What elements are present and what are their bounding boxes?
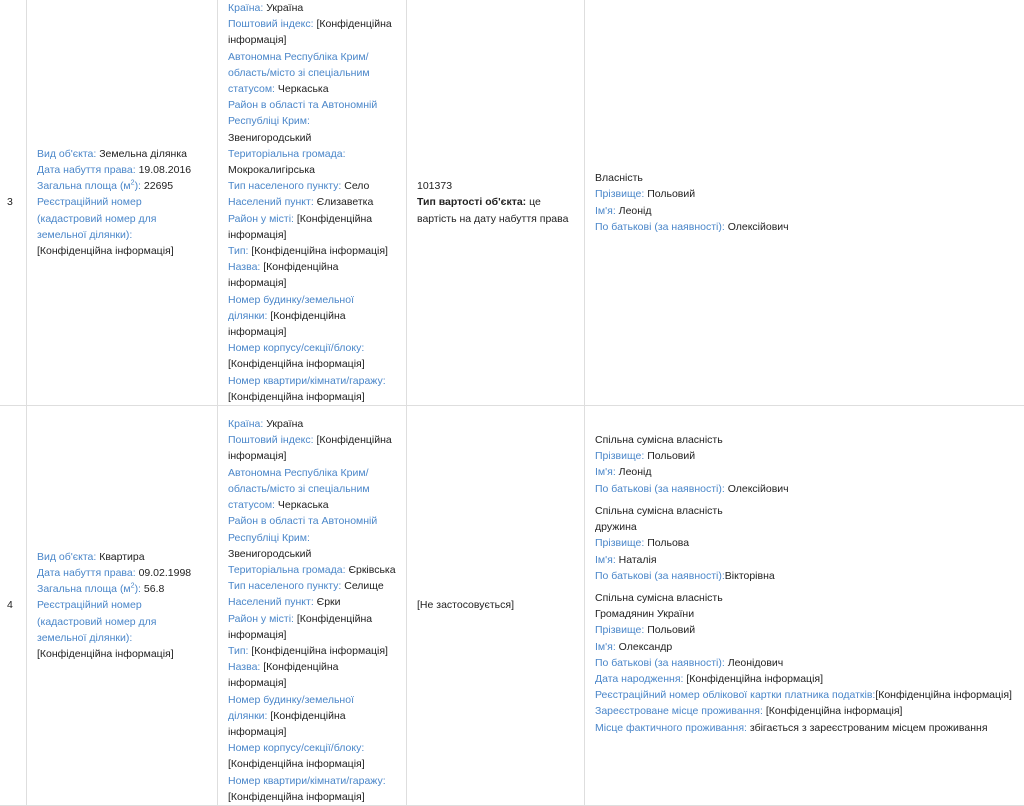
first-name-value: Леонід	[619, 205, 652, 217]
postal-value: [Конфіденційна інформація]	[228, 18, 392, 46]
value-type-label: Тип вартості об'єкта:	[417, 196, 526, 208]
house-value: [Конфіденційна інформація]	[228, 710, 346, 738]
patronymic-label: По батькові (за наявності):	[595, 657, 725, 669]
owner-block	[595, 503, 1014, 584]
city-district-value: [Конфіденційна інформація]	[228, 613, 372, 641]
first-name-value: Леонід	[619, 466, 652, 478]
settlement-type-label: Тип населеного пункту:	[228, 180, 341, 192]
region-label: Автономна Республіка Крим/ область/місто зі спеціальним статусом:	[228, 467, 370, 511]
surname-value: Польовий	[647, 450, 695, 462]
tax-number-label: Реєстраційний номер облікової картки платника податків:	[595, 689, 875, 701]
ownership-kind: Власність	[595, 170, 1014, 186]
district-label: Район в області та Автономній Республіці Крим:	[228, 515, 377, 543]
owner-cell	[585, 406, 1024, 806]
birth-date-label: Дата народження:	[595, 673, 683, 685]
settlement-label: Населений пункт:	[228, 196, 314, 208]
cadastral-label: Реєстраційний номер (кадастровий номер для земельної ділянки):	[37, 196, 156, 240]
patronymic-value: Леонідович	[728, 657, 784, 669]
settlement-type-label: Тип населеного пункту:	[228, 580, 341, 592]
city-district-label: Район у місті:	[228, 213, 294, 225]
country-label: Країна:	[228, 2, 263, 14]
house-label: Номер будинку/земельної ділянки:	[228, 294, 354, 322]
patronymic-value: Олексійович	[728, 221, 789, 233]
actual-residence-value: збігається з зареєстрованим місцем проживання	[750, 722, 988, 734]
acquired-value: 19.08.2016	[139, 164, 192, 176]
settlement-value: Єлизаветка	[317, 196, 374, 208]
patronymic-value: Вікторівна	[725, 570, 775, 582]
name-label: Назва:	[228, 261, 260, 273]
first-name-label: Ім'я:	[595, 466, 616, 478]
acquired-label: Дата набуття права:	[37, 567, 136, 579]
value-amount: [Не застосовується]	[417, 597, 574, 613]
cadastral-label: Реєстраційний номер (кадастровий номер для земельної ділянки):	[37, 599, 156, 643]
city-district-label: Район у місті:	[228, 613, 294, 625]
birth-date-value: [Конфіденційна інформація]	[686, 673, 823, 685]
object-type-value: Квартира	[99, 551, 144, 563]
object-info-cell	[27, 406, 218, 806]
first-name-label: Ім'я:	[595, 554, 616, 566]
country-label: Країна:	[228, 418, 263, 430]
cadastral-value: [Конфіденційна інформація]	[37, 245, 174, 257]
type-label: Тип:	[228, 245, 248, 257]
region-value: Черкаська	[278, 499, 329, 511]
building-label: Номер корпусу/секції/блоку:	[228, 742, 364, 754]
postal-label: Поштовий індекс:	[228, 18, 314, 30]
building-label: Номер корпусу/секції/блоку:	[228, 342, 364, 354]
area-value: 56.8	[144, 583, 164, 595]
patronymic-label: По батькові (за наявності):	[595, 483, 725, 495]
house-label: Номер будинку/земельної ділянки:	[228, 694, 354, 722]
name-label: Назва:	[228, 661, 260, 673]
owner-relation: Громадянин України	[595, 606, 1014, 622]
settlement-label: Населений пункт:	[228, 596, 314, 608]
object-info-cell	[27, 0, 218, 406]
object-type-value: Земельна ділянка	[99, 148, 187, 160]
registered-residence-value: [Конфіденційна інформація]	[766, 705, 903, 717]
value-amount: 101373	[417, 178, 574, 194]
patronymic-value: Олексійович	[728, 483, 789, 495]
area-label: Загальна площа $(м^2)$:	[37, 583, 141, 595]
owner-relation: дружина	[595, 519, 1014, 535]
tax-number-value: [Конфіденційна інформація]	[875, 689, 1012, 701]
first-name-value: Олександр	[619, 641, 673, 653]
name-value: [Конфіденційна інформація]	[228, 661, 339, 689]
value-cell	[407, 406, 585, 806]
postal-value: [Конфіденційна інформація]	[228, 434, 392, 462]
community-value: Єрківська	[348, 564, 395, 576]
object-type-label: Вид об'єкта:	[37, 551, 96, 563]
community-label: Територіальна громада:	[228, 148, 346, 160]
owner-block	[595, 432, 1014, 497]
building-value: [Конфіденційна інформація]	[228, 358, 365, 370]
community-value: Мокрокалигірська	[228, 164, 315, 176]
region-label: Автономна Республіка Крим/ область/місто зі спеціальним статусом:	[228, 51, 370, 95]
settlement-type-value: Селище	[344, 580, 383, 592]
apartment-label: Номер квартири/кімнати/гаражу:	[228, 375, 386, 387]
region-value: Черкаська	[278, 83, 329, 95]
ownership-kind: Спільна сумісна власність	[595, 590, 1014, 606]
type-label: Тип:	[228, 645, 248, 657]
acquired-label: Дата набуття права:	[37, 164, 136, 176]
building-value: [Конфіденційна інформація]	[228, 758, 365, 770]
address-cell	[218, 406, 407, 806]
object-type-label: Вид об'єкта:	[37, 148, 96, 160]
address-cell	[218, 0, 407, 406]
acquired-value: 09.02.1998	[139, 567, 192, 579]
first-name-label: Ім'я:	[595, 205, 616, 217]
row-number: 4	[0, 406, 27, 806]
cadastral-value: [Конфіденційна інформація]	[37, 648, 174, 660]
city-district-value: [Конфіденційна інформація]	[228, 213, 372, 241]
table-row	[0, 406, 1024, 806]
country-value: Україна	[266, 418, 303, 430]
registered-residence-label: Зареєстроване місце проживання:	[595, 705, 763, 717]
settlement-type-value: Село	[344, 180, 369, 192]
surname-value: Польовий	[647, 188, 695, 200]
actual-residence-label: Місце фактичного проживання:	[595, 722, 747, 734]
postal-label: Поштовий індекс:	[228, 434, 314, 446]
owner-cell	[585, 0, 1024, 406]
surname-label: Прізвище:	[595, 537, 644, 549]
name-value: [Конфіденційна інформація]	[228, 261, 339, 289]
patronymic-label: По батькові (за наявності):	[595, 221, 725, 233]
surname-value: Польова	[647, 537, 689, 549]
type-value: [Конфіденційна інформація]	[251, 645, 388, 657]
first-name-label: Ім'я:	[595, 641, 616, 653]
district-value: Звенигородський	[228, 132, 311, 144]
row-number: 3	[0, 0, 27, 406]
surname-label: Прізвище:	[595, 188, 644, 200]
type-value: [Конфіденційна інформація]	[251, 245, 388, 257]
district-label: Район в області та Автономній Республіці Крим:	[228, 99, 377, 127]
area-label: Загальна площа $(м^2)$:	[37, 180, 141, 192]
community-label: Територіальна громада:	[228, 564, 346, 576]
patronymic-label: По батькові (за наявності):	[595, 570, 725, 582]
surname-label: Прізвище:	[595, 450, 644, 462]
owner-block	[595, 590, 1014, 736]
first-name-value: Наталія	[619, 554, 657, 566]
district-value: Звенигородський	[228, 548, 311, 560]
apartment-value: [Конфіденційна інформація]	[228, 391, 365, 403]
area-value: 22695	[144, 180, 173, 192]
ownership-kind: Спільна сумісна власність	[595, 503, 1014, 519]
ownership-kind: Спільна сумісна власність	[595, 432, 1014, 448]
apartment-label: Номер квартири/кімнати/гаражу:	[228, 775, 386, 787]
value-cell	[407, 0, 585, 406]
house-value: [Конфіденційна інформація]	[228, 310, 346, 338]
surname-value: Польовий	[647, 624, 695, 636]
apartment-value: [Конфіденційна інформація]	[228, 791, 365, 803]
settlement-value: Єрки	[317, 596, 341, 608]
surname-label: Прізвище:	[595, 624, 644, 636]
country-value: Україна	[266, 2, 303, 14]
value-type-value: це вартість на дату набуття права	[417, 196, 568, 224]
